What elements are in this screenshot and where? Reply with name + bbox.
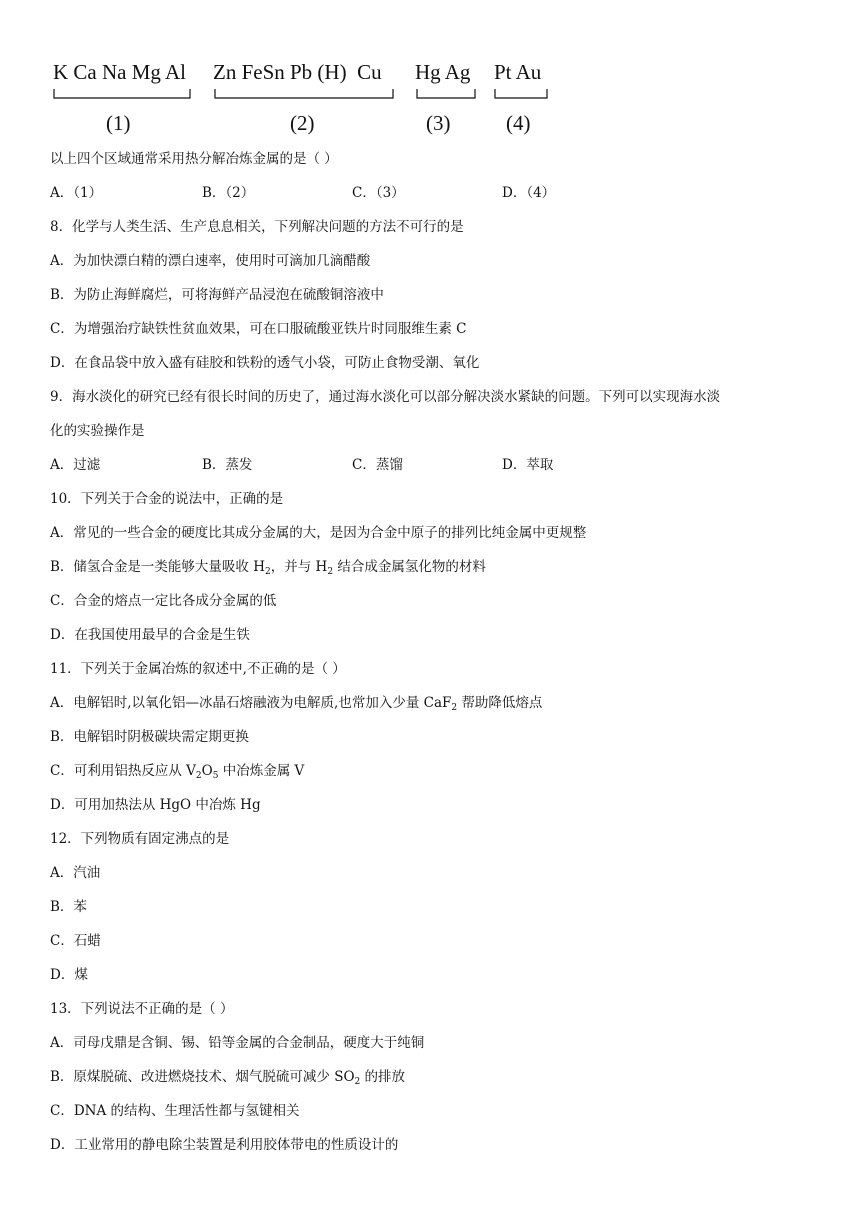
group-2-bracket bbox=[215, 89, 393, 98]
activity-series-svg bbox=[50, 50, 570, 145]
q10-b-sub-2: 2 bbox=[327, 567, 334, 577]
q10-option-d[interactable]: D．在我国使用最早的合金是生铁 bbox=[50, 627, 250, 643]
q11-a-text-2: 帮助降低熔点 bbox=[457, 695, 543, 711]
q10-b-sub-1: 2 bbox=[265, 567, 271, 577]
q9-stem-line1: 9．海水淡化的研究已经有很长时间的历史了，通过海水淡化可以部分解决淡水紧缺的问题。下列可以实现海水淡 bbox=[50, 389, 721, 405]
group-4-label: (4) bbox=[506, 111, 531, 135]
q8-option-b[interactable]: B．为防止海鲜腐烂，可将海鲜产品浸泡在硫酸铜溶液中 bbox=[50, 287, 384, 303]
q11-option-b[interactable]: B．电解铝时阴极碳块需定期更换 bbox=[50, 729, 249, 745]
group-1-bracket bbox=[54, 89, 190, 98]
group-3-elements: Hg Ag bbox=[415, 60, 471, 84]
q13-option-c[interactable]: C．DNA 的结构、生理活性都与氢键相关 bbox=[50, 1103, 300, 1119]
q10-option-c[interactable]: C．合金的熔点一定比各成分金属的低 bbox=[50, 593, 277, 609]
q12-stem: 12．下列物质有固定沸点的是 bbox=[50, 831, 230, 847]
metal-activity-diagram bbox=[50, 50, 570, 145]
q11-a-sub: 2 bbox=[451, 703, 458, 713]
q11-a-text-1: A．电解铝时,以氧化铝—冰晶石熔融液为电解质,也常加入少量 CaF bbox=[50, 695, 452, 711]
q10-option-a[interactable]: A．常见的一些合金的硬度比其成分金属的大，是因为合金中原子的排列比纯金属中更规整 bbox=[50, 525, 587, 541]
group-3-label: (3) bbox=[426, 111, 451, 135]
q8-option-a[interactable]: A．为加快漂白精的漂白速率，使用时可滴加几滴醋酸 bbox=[50, 253, 371, 269]
q7-option-c[interactable]: C．（3） bbox=[352, 185, 405, 201]
group-4-bracket bbox=[495, 89, 547, 98]
q12-option-a[interactable]: A．汽油 bbox=[50, 865, 101, 881]
group-1-label: (1) bbox=[106, 111, 131, 135]
q9-stem-line2: 化的实验操作是 bbox=[50, 423, 145, 439]
q13-stem: 13．下列说法不正确的是（ ） bbox=[50, 1001, 234, 1017]
q10-b-text-2: ，并与 H bbox=[270, 559, 328, 575]
q9-option-c[interactable]: C．蒸馏 bbox=[352, 457, 403, 473]
q11-stem: 11．下列关于金属冶炼的叙述中,不正确的是（ ） bbox=[50, 661, 346, 677]
q13-option-d[interactable]: D．工业常用的静电除尘装置是利用胶体带电的性质设计的 bbox=[50, 1137, 399, 1153]
q9-option-b[interactable]: B．蒸发 bbox=[202, 457, 253, 473]
q13-option-a[interactable]: A．司母戊鼎是含铜、锡、铅等金属的合金制品，硬度大于纯铜 bbox=[50, 1035, 425, 1051]
q11-c-text-3: 中冶炼金属 V bbox=[218, 763, 305, 779]
q12-option-d[interactable]: D．煤 bbox=[50, 967, 88, 983]
q11-c-sub-1: 2 bbox=[195, 771, 202, 781]
q13-b-text-2: 的排放 bbox=[360, 1069, 406, 1085]
q11-option-a[interactable] bbox=[50, 694, 542, 712]
q12-option-c[interactable]: C．石蜡 bbox=[50, 933, 101, 949]
q9-option-d[interactable]: D．萃取 bbox=[502, 457, 554, 473]
q13-b-sub: 2 bbox=[354, 1077, 361, 1087]
group-2-label: (2) bbox=[290, 111, 315, 135]
group-3-bracket bbox=[417, 89, 475, 98]
q11-c-sub-2: 5 bbox=[212, 771, 219, 781]
q13-option-b[interactable] bbox=[50, 1068, 405, 1086]
q11-option-d[interactable]: D．可用加热法从 HgO 中冶炼 Hg bbox=[50, 797, 261, 813]
q11-c-text-2: O bbox=[201, 763, 213, 779]
q10-option-b[interactable] bbox=[50, 558, 486, 576]
group-4-elements: Pt Au bbox=[494, 60, 542, 84]
q7-option-a[interactable]: A．（1） bbox=[50, 185, 103, 201]
q7-option-b[interactable]: B．（2） bbox=[202, 185, 255, 201]
q9-option-a[interactable]: A．过滤 bbox=[50, 457, 101, 473]
q8-stem: 8．化学与人类生活、生产息息相关，下列解决问题的方法不可行的是 bbox=[50, 219, 464, 235]
q8-option-c[interactable]: C．为增强治疗缺铁性贫血效果，可在口服硫酸亚铁片时同服维生素 C bbox=[50, 321, 467, 337]
group-1-elements: K Ca Na Mg Al bbox=[53, 60, 186, 84]
q10-stem: 10．下列关于合金的说法中，正确的是 bbox=[50, 491, 284, 507]
group-2-elements: Zn FeSn Pb (H) Cu bbox=[213, 60, 382, 84]
q7-stem: 以上四个区域通常采用热分解冶炼金属的是（ ） bbox=[50, 151, 338, 167]
q7-option-d[interactable]: D．（4） bbox=[502, 185, 556, 201]
q13-b-text-1: B．原煤脱硫、改进燃烧技术、烟气脱硫可减少 SO bbox=[50, 1069, 355, 1085]
q8-option-d[interactable]: D．在食品袋中放入盛有硅胶和铁粉的透气小袋，可防止食物受潮、氧化 bbox=[50, 355, 480, 371]
q10-b-text-1: B．储氢合金是一类能够大量吸收 H bbox=[50, 559, 265, 575]
q10-b-text-3: 结合成金属氢化物的材料 bbox=[333, 559, 486, 575]
q11-c-text-1: C．可利用铝热反应从 V bbox=[50, 763, 196, 779]
q12-option-b[interactable]: B．苯 bbox=[50, 899, 87, 915]
q11-option-c[interactable] bbox=[50, 762, 304, 780]
